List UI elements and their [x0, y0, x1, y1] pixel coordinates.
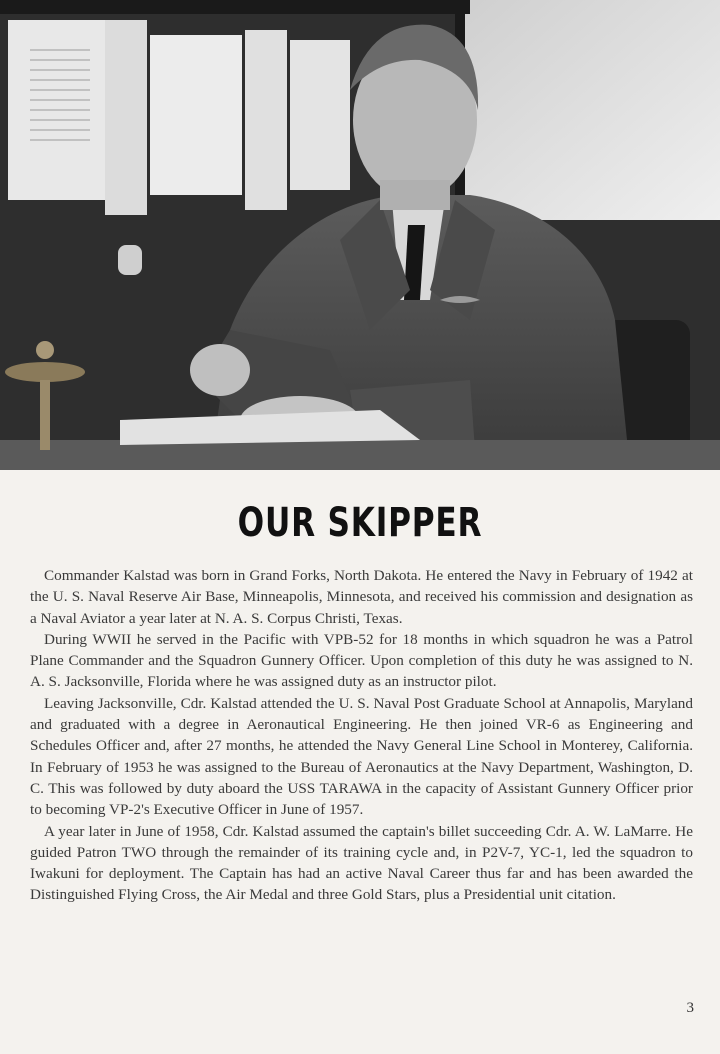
paragraph: A year later in June of 1958, Cdr. Kalstad assumed the captain's billet succeeding Cdr. A. W. LaMarre. He guided Patron TWO through the remainder of its training cycle and, in P2V-7, YC-1, led the squadron to Iwakuni for deployment. The Captain has had an active Naval Career thus far and has been awarded the Distinguished Flying Cross, the Air Medal and three Gold Stars, plus a Presidential unit citation. — [30, 822, 693, 904]
biography-text — [30, 565, 693, 906]
paragraph: Leaving Jacksonville, Cdr. Kalstad attended the U. S. Naval Post Graduate School at Annapolis, Maryland and graduated with a degree in Aeronautical Engineering. He then joined VR-6 as Engineering and Schedules Officer and, after 27 months, he attended the Navy General Line School in Monterey, California. In February of 1953 he was assigned to the Bureau of Aeronautics at the Navy Department, Washington, D. C. This was followed by duty aboard the USS TARAWA in the capacity of Assistant Gunnery Officer prior to becoming VP-2's Executive Officer in June of 1957. — [30, 694, 693, 819]
page-number: 3 — [686, 1000, 694, 1016]
skipper-photo — [0, 0, 720, 470]
paragraph: During WWII he served in the Pacific with VPB-52 for 18 months in which squadron he was a Patrol Plane Commander and the Squadron Gunnery Officer. Upon completion of this duty he was assigned to N. A. S. Jacksonville, Florida where he was assigned duty as an instructor pilot. — [30, 630, 693, 691]
paragraph: Commander Kalstad was born in Grand Forks, North Dakota. He entered the Navy in February of 1942 at the U. S. Naval Reserve Air Base, Minneapolis, Minnesota, and received his commission and designation as a Naval Aviator a year later at N. A. S. Corpus Christi, Texas. — [30, 567, 693, 627]
page-title: OUR SKIPPER — [237, 500, 483, 546]
